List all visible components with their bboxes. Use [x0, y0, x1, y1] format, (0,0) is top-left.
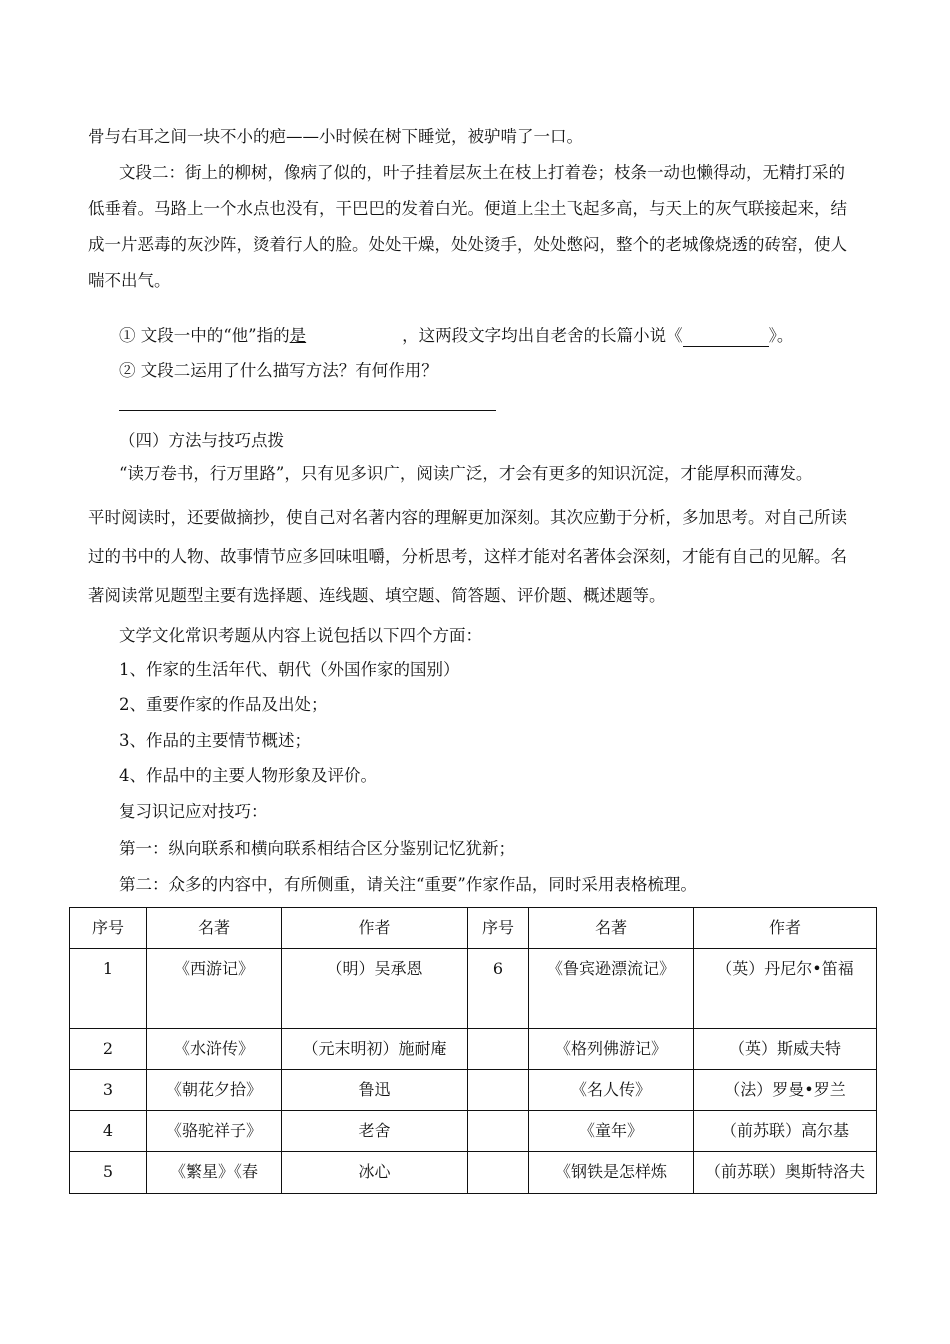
table-cell: 《繁星》《春 — [147, 1152, 282, 1194]
table-cell: 3 — [70, 1070, 147, 1111]
table-row — [70, 1152, 877, 1194]
table-row — [70, 1029, 877, 1070]
table-cell — [468, 1070, 529, 1111]
answer-line[interactable] — [119, 410, 496, 411]
table-cell: （法）罗曼•罗兰 — [694, 1070, 877, 1111]
table-cell: 2 — [70, 1029, 147, 1070]
table-cell: 1 — [70, 949, 147, 1029]
table-cell: 《骆驼祥子》 — [147, 1111, 282, 1152]
header-cell: 序号 — [70, 908, 147, 949]
tips-heading: 复习识记应对技巧： — [119, 802, 268, 821]
question-1 — [119, 325, 793, 347]
paragraph-line: 喘不出气。 — [88, 271, 171, 290]
table-cell: （明）吴承恩 — [282, 949, 468, 1029]
table-cell: 《水浒传》 — [147, 1029, 282, 1070]
table-cell: 4 — [70, 1111, 147, 1152]
table-row — [70, 949, 877, 1029]
paragraph-line: 著阅读常见题型主要有选择题、连线题、填空题、简答题、评价题、概述题等。 — [88, 586, 666, 605]
paragraph-line: “读万卷书，行万里路”，只有见多识广，阅读广泛，才会有更多的知识沉淀，才能厚积而薄发。 — [119, 464, 813, 483]
paragraph-line: 过的书中的人物、故事情节应多回味咀嚼，分析思考，这样才能对名著体会深刻，才能有自己的见解。名 — [88, 547, 847, 566]
list-intro: 文学文化常识考题从内容上说包括以下四个方面： — [119, 626, 482, 645]
tip-item: 第一：纵向联系和横向联系相结合区分鉴别记忆犹新； — [119, 839, 515, 858]
paragraph-line: 骨与右耳之间一块不小的疤——小时候在树下睡觉，被驴啃了一口。 — [88, 127, 583, 146]
list-item: 4、作品中的主要人物形象及评价。 — [119, 766, 377, 785]
question-2: ② 文段二运用了什么描写方法？有何作用？ — [119, 361, 438, 380]
table-header-row — [70, 908, 877, 949]
table-cell: （英）丹尼尔•笛福 — [694, 949, 877, 1029]
table-cell — [468, 1029, 529, 1070]
table-cell: （前苏联）奥斯特洛夫 — [694, 1152, 877, 1194]
header-cell: 作者 — [694, 908, 877, 949]
question-text: ① 文段一中的“他”指的 — [119, 326, 290, 345]
table-cell: 《西游记》 — [147, 949, 282, 1029]
table-cell: 《钢铁是怎样炼 — [529, 1152, 694, 1194]
table-cell: 老舍 — [282, 1111, 468, 1152]
table-cell — [468, 1152, 529, 1194]
table-cell: 《朝花夕拾》 — [147, 1070, 282, 1111]
question-text: 》。 — [768, 326, 794, 345]
table-cell: 鲁迅 — [282, 1070, 468, 1111]
tip-item: 第二：众多的内容中，有所侧重，请关注“重要”作家作品，同时采用表格梳理。 — [119, 875, 697, 894]
table-cell: 《格列佛游记》 — [529, 1029, 694, 1070]
underlined-text: 是 — [289, 326, 307, 345]
paragraph-line: 成一片恶毒的灰沙阵，烫着行人的脸。处处干燥，处处烫手，处处憋闷，整个的老城像烧透的砖窑，使人 — [88, 235, 847, 254]
book-title-blank[interactable] — [683, 328, 769, 347]
table-cell: （前苏联）高尔基 — [694, 1111, 877, 1152]
table-cell: （英）斯威夫特 — [694, 1029, 877, 1070]
table-cell: 5 — [70, 1152, 147, 1194]
table-cell: 6 — [468, 949, 529, 1029]
header-cell: 序号 — [468, 908, 529, 949]
paragraph-line: 低垂着。马路上一个水点也没有，干巴巴的发着白光。便道上尘土飞起多高，与天上的灰气联接起来，结 — [88, 199, 847, 218]
works-table — [69, 907, 877, 1194]
list-item: 2、重要作家的作品及出处； — [119, 695, 328, 714]
table-cell: 《童年》 — [529, 1111, 694, 1152]
section-heading: （四）方法与技巧点拨 — [119, 431, 284, 450]
header-cell: 名著 — [147, 908, 282, 949]
table-cell: 《鲁宾逊漂流记》 — [529, 949, 694, 1029]
list-item: 1、作家的生活年代、朝代（外国作家的国别） — [119, 660, 460, 679]
header-cell: 作者 — [282, 908, 468, 949]
table-row — [70, 1070, 877, 1111]
paragraph-line: 文段二：街上的柳树，像病了似的，叶子挂着层灰土在枝上打着卷；枝条一动也懒得动，无精打采的 — [119, 163, 845, 182]
header-cell: 名著 — [529, 908, 694, 949]
table-cell — [468, 1111, 529, 1152]
table-cell: 冰心 — [282, 1152, 468, 1194]
paragraph-line: 平时阅读时，还要做摘抄，使自己对名著内容的理解更加深刻。其次应勤于分析，多加思考。对自己所读 — [88, 508, 847, 527]
question-text: ，这两段文字均出自老舍的长篇小说《 — [402, 326, 683, 345]
list-item: 3、作品的主要情节概述； — [119, 731, 311, 750]
table-cell: （元末明初）施耐庵 — [282, 1029, 468, 1070]
table-cell: 《名人传》 — [529, 1070, 694, 1111]
table-row — [70, 1111, 877, 1152]
